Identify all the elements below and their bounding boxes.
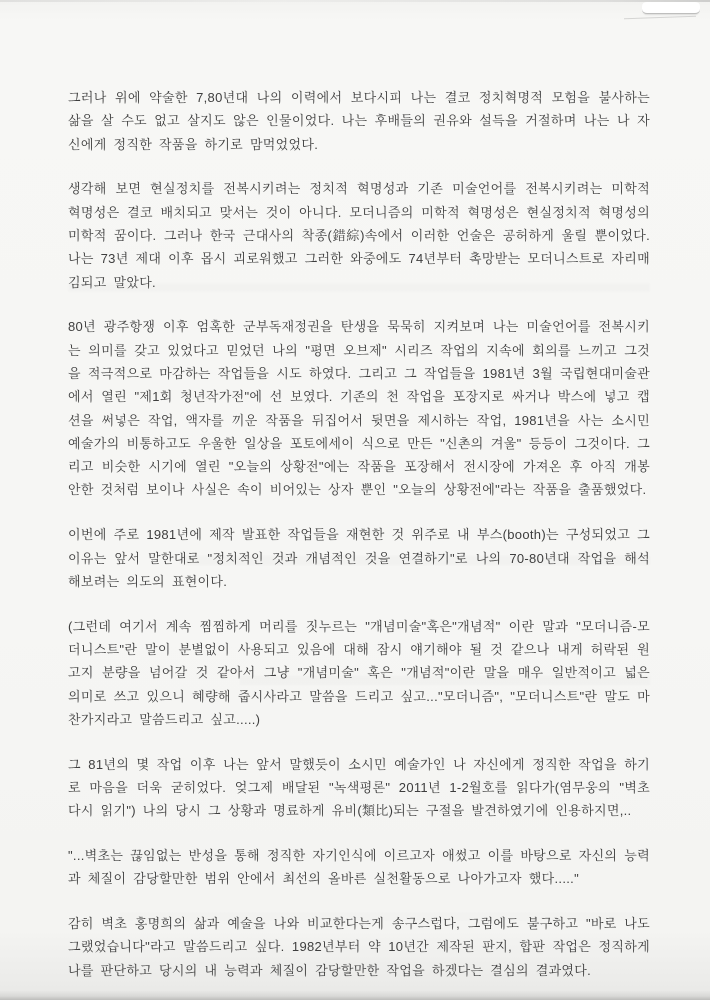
- paragraph-1980-gwangju-and-1981-exhibitions: 80년 광주항쟁 이후 엄혹한 군부독재정권을 탄생을 묵묵히 지켜보며 나는 미술언어를 전복시키는 의미를 갖고 있었다고 믿었던 나의 "평면 오브제" 시리즈 작업의 지속에 회의를 느끼고 그것을 적극적으로 마감하는 작업들을 시도 하였다. 그리고 그 작업들을 1981년 3월 국립현대미술관에서 열린 "제1회 청년작가전"에 선 보였다. 기존의 천 작업을 포장지로 싸거나 박스에 넣고 캡션을 써넣은 작업, 액자를 끼운 작품을 뒤집어서 뒷면을 제시하는 작업, 1981년을 사는 소시민 예술가의 비통하고도 우울한 일상을 포토에세이 식으로 만든 "신촌의 겨울" 등등이 그것이다. 그리고 비슷한 시기에 열린 "오늘의 상황전"에는 작품을 포장해서 전시장에 가져온 후 아직 개봉 안한 것처럼 보이나 사실은 속이 비어있는 상자 뿐인 "오늘의 상황전에"라는 작품을 출품했었다.: [68, 319, 650, 498]
- paragraph-political-vs-aesthetic-revolution: 생각해 보면 현실정치를 전복시키려는 정치적 혁명성과 기존 미술언어를 전복시키려는 미학적 혁명성은 결코 배치되고 맞서는 것이 아니다. 모더니즘의 미학적 혁명성은 현실정치적 혁명성의 미학적 꿈이다. 그러나 한국 근대사의 착종(錯綜)속에서 이러한 언술은 공허하게 울릴 뿐이었다. 나는 73년 제대 이후 몹시 괴로워했고 그러한 와중에도 74년부터 촉망받는 모더니스트로 자리매김되고 말았다.: [68, 181, 650, 290]
- paragraph-parenthetical-terminology-note: (그런데 여기서 계속 찜찜하게 머리를 짓누르는 "개념미술"혹은"개념적" 이란 말과 "모더니즘-모더니스트"란 말이 분별없이 사용되고 있음에 대해 잠시 얘기해야 될 것 같으나 내게 허락된 원고지 분량을 넘어갈 것 같아서 그냥 "개념미술" 혹은 "개념적"이란 말을 매우 일반적이고 넓은 의미로 쓰고 있으니 혜량해 줍시사라고 말씀을 드리고 싶고..."모더니즘", "모더니스트"란 말도 마찬가지라고 말씀드리고 싶고.....): [68, 618, 650, 727]
- paragraph-green-review-reference: 그 81년의 몇 작업 이후 나는 앞서 말했듯이 소시민 예술가인 나 자신에게 정직한 작업을 하기로 마음을 더욱 굳히었다. 엊그제 배달된 "녹색평론" 2011년 1-2월호를 읽다가(염무웅의 "벽초 다시 읽기") 나의 당시 그 상황과 명료하게 유비(類比)되는 구절을 발견하였기에 인용하지면,..: [68, 756, 650, 819]
- scan-top-edge-artifact: [0, 0, 710, 2]
- page-corner-crease-line: [624, 16, 696, 20]
- page-corner-fold-mark: [642, 2, 700, 13]
- paragraph-closing-resolution: 감히 벽초 홍명희의 삶과 예술을 나와 비교한다는게 송구스럽다, 그럼에도 불구하고 "바로 나도 그랬었습니다"라고 말씀드리고 싶다. 1982년부터 약 10년간 제작된 판지, 합판 작업은 정직하게 나를 판단하고 당시의 내 능력과 체질이 감당할만한 작업을 하겠다는 결심의 결과였다.: [68, 916, 650, 978]
- paragraph-byeokcho-quotation: "...벽초는 끊임없는 반성을 통해 정직한 자기인식에 이르고자 애썼고 이를 바탕으로 자신의 능력과 체질이 감당할만한 범위 안에서 최선의 올바른 실천활동으로 나아가고자 했다.....": [68, 848, 650, 887]
- paragraph-booth-composition: 이번에 주로 1981년에 제작 발표한 작업들을 재현한 것 위주로 내 부스(booth)는 구성되었고 그 이유는 앞서 말한대로 "정치적인 것과 개념적인 것을 연결하기"로 나의 70-80년대 작업을 해석해보려는 의도의 표현이다.: [68, 527, 650, 589]
- scan-bottom-edge-artifact: [0, 990, 710, 1000]
- document-body-text: [68, 86, 650, 1000]
- paragraph-intro-honest-work: 그러나 위에 약술한 7,80년대 나의 이력에서 보다시피 나는 결코 정치혁명적 모험을 불사하는 삶을 살 수도 없고 살지도 않은 인물이었다. 나는 후배들의 권유와 설득을 거절하며 나는 나 자신에게 정직한 작품을 하기로 맘먹었었다.: [68, 90, 650, 152]
